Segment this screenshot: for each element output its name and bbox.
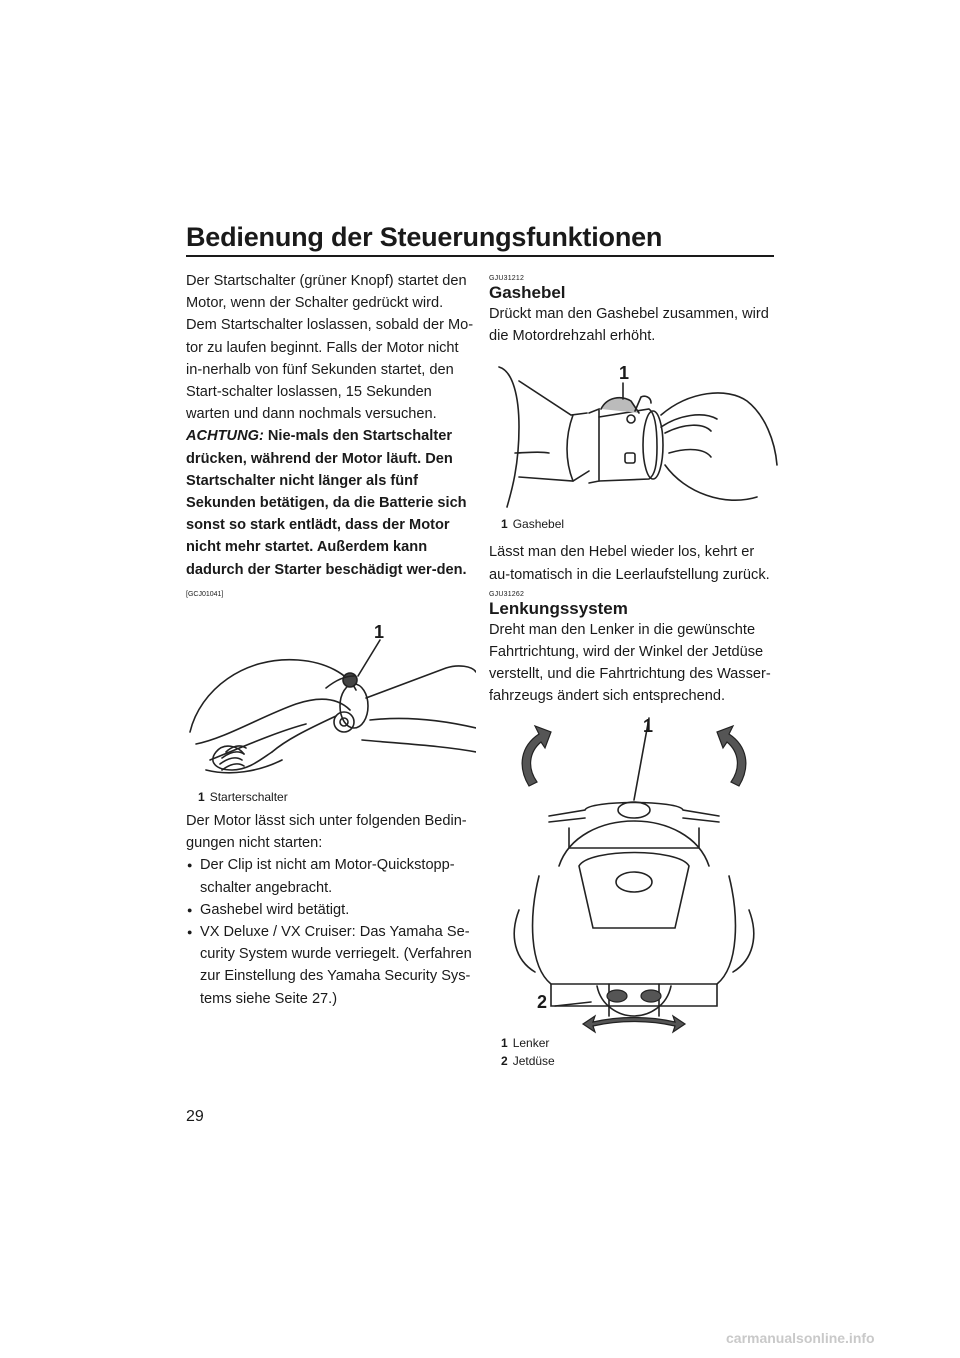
start-switch-paragraph [186,270,476,606]
figure-start-switch [186,620,476,806]
section-code-throttle: GJU31212 [489,275,525,282]
figure3-caption-1 [489,1034,779,1052]
condition-item: ● Der Clip ist nicht am Motor-Quickstopp-schalter angebracht. [186,854,476,898]
figure3-caption-number: 2 [501,1053,508,1068]
page-title: Bedienung der Steuerungsfunktionen [186,222,663,252]
figure3-callout-1: 1 [643,715,654,736]
conditions-intro: Der Motor lässt sich unter folgenden Bedin-gungen nicht starten: [186,813,467,852]
steering-text: Dreht man den Lenker in die gewünschte Fahrtrichtung, wird der Winkel der Jetdüse verstellt, und die Fahrtrichtung des Wasser-fahrzeugs ändert sich entsprechend. [489,621,771,705]
figure-throttle [489,357,779,533]
caution-code: [GCJ01041] [186,590,224,598]
title-rule [186,255,774,257]
figure3-caption-number: 1 [501,1035,508,1050]
figure3-callout-2: 2 [537,991,548,1012]
figure2-caption-text: Gashebel [512,517,565,532]
intro-text: Der Startschalter (grüner Knopf) startet den Motor, wenn der Schalter gedrückt wird. Dem Startschalter loslassen, sobald der Mo-tor zu laufen beginnt. Falls der Motor nicht in-nerhalb von fünf Sekunden startet, den Start-schalter loslassen, 15 Sekunden warten und dann nochmals versuchen. [186,273,474,423]
figure2-callout: 1 [619,363,630,384]
left-column [186,270,476,1010]
throttle-text: Drückt man den Gashebel zusammen, wird die Motordrehzahl erhöht. [489,306,769,345]
figure3-caption-text: Lenker [512,1035,550,1050]
figure3-caption-2 [489,1052,779,1070]
condition-item: ● VX Deluxe / VX Cruiser: Das Yamaha Se-curity System wurde verriegelt. (Verfahren zur Einstellung des Yamaha Security Sys-tems siehe Seite 27.) [186,921,476,1010]
figure3-caption-text: Jetdüse [512,1053,555,1068]
figure2-caption-number: 1 [501,517,508,532]
heading-throttle: Gashebel [489,283,566,302]
figure1-callout: 1 [374,622,385,643]
caution-label: ACHTUNG: [186,428,264,445]
heading-steering: Lenkungssystem [489,598,628,618]
figure1-caption-number: 1 [198,790,205,805]
figure1-caption [186,788,476,806]
page-number: 29 [186,1108,204,1125]
section-code-steering: GJU31262 [489,590,525,598]
watermark: carmanualsonline.info [726,1330,875,1346]
steering-illustration [489,716,779,1034]
figure2-caption [489,515,779,533]
start-switch-illustration [186,620,476,788]
figure-steering [489,716,779,1070]
throttle-text-after: Lässt man den Hebel wieder los, kehrt er au-tomatisch in die Leerlaufstellung zurück. [489,544,770,583]
conditions-list [186,854,476,1009]
right-column [489,270,779,1070]
figure1-caption-text: Starterschalter [209,790,288,805]
condition-item: ● Gashebel wird betätigt. [186,899,476,921]
throttle-lever-illustration [489,357,779,515]
caution-text: Nie-mals den Startschalter drücken, während der Motor läuft. Den Startschalter nicht länger als fünf Sekunden betätigen, da die Batterie sich sonst so stark entlädt, dass der Motor nicht mehr startet. Außerdem kann dadurch der Starter beschädigt wer-den. [186,428,467,578]
